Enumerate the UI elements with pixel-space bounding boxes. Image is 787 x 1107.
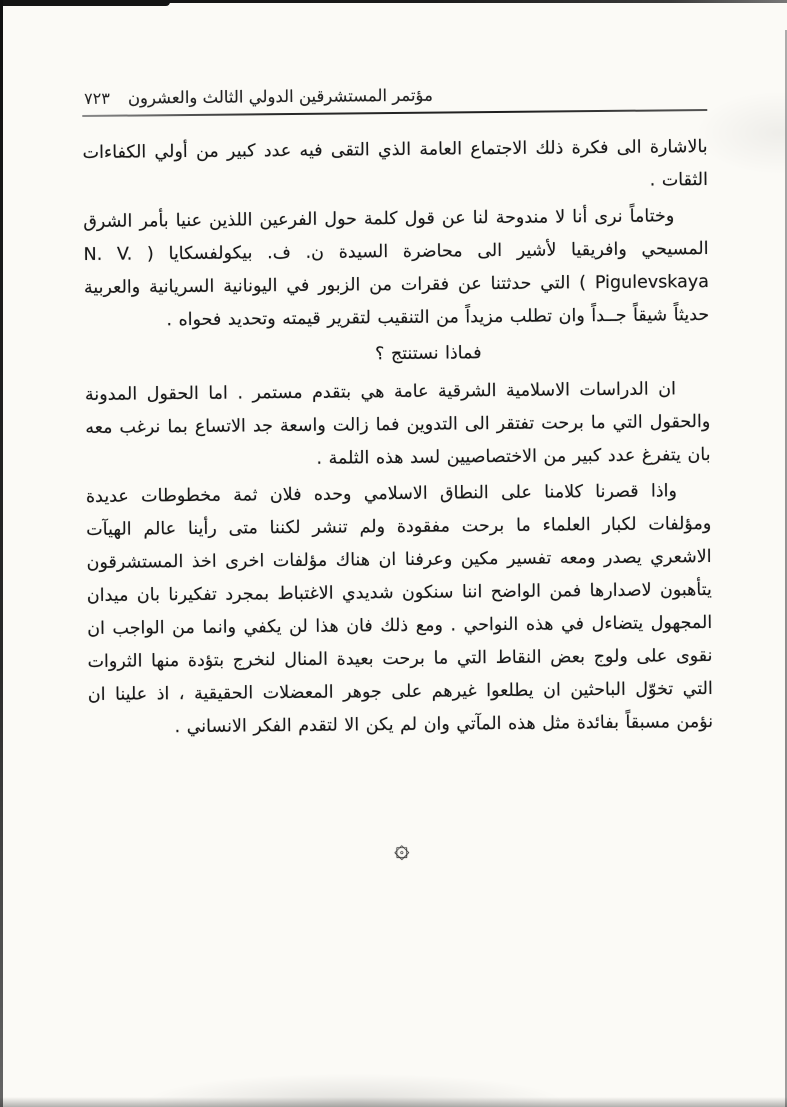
page-content <box>82 83 714 867</box>
paragraph-4: واذا قصرنا كلامنا على النطاق الاسلامي وحده فلان ثمة مخطوطات عديدة ومؤلفات لكبار العلماء ما برحت مفقودة ولم تنشر لكننا متى رأينا عالم الهيآت الاشعري يصدر ومعه تفسير مكين وعرفنا ان هناك مؤلفات اخرى اخذ المستشرقون يتأهبون لاصدارها فمن الواضح اننا سنكون شديدي الاغتباط بمجرد تفكيرنا بان ميدان المجهول يتضاءل في هذه النواحي . ومع ذلك فان هذا لن يكفي وانما من الواجب ان نقوى على ولوج بعض النقاط التي ما برحت بعيدة المنال لنخرج بتؤدة منها الثروات التي تخوّل الباحثين ان يطلعوا غيرهم على جوهر المعضلات الحقيقية ، اذ علينا ان نؤمن مسبقاً بفائدة مثل هذه المآتي وان لم يكن الا لتقدم الفكر الانساني . <box>85 480 714 737</box>
paragraph-2: وختاماً نرى أنا لا مندوحة لنا عن قول كلمة حول الفرعين اللذين عنيا بأمر الشرق المسيحي وافريقيا لأشير الى محاضرة السيدة ن. ف. بيكولفسكايا ( N. V. Pigulevskaya ) التي حدثتنا عن فقرات من الزبور في اليونانية السريانية والعربية حديثاً شيقاً جــداً وان تطلب مزيداً من التنقيب لتقرير قيمته وتحديد فحواه . <box>83 205 710 330</box>
page-title: مؤتمر المستشرقين الدولي الثالث والعشرون <box>127 85 433 108</box>
paragraph-3: ان الدراسات الاسلامية الشرقية عامة هي بتقدم مستمر . اما الحقول المدونة والحقول التي ما برحت تفتقر الى التدوين فما زالت واسعة جد الاتساع بما نرغب معه بان يتفرغ عدد كبير من الاختصاصيين لسد هذه الثلمة . <box>84 378 711 469</box>
scan-edge-top-left <box>0 0 170 6</box>
scan-edge-bottom <box>0 1097 787 1107</box>
scan-edge-left <box>0 0 3 1107</box>
running-head <box>82 83 707 108</box>
end-ornament-icon: ۞ <box>394 833 410 864</box>
paragraph-question: فماذا نستنتج ؟ <box>374 342 482 364</box>
body-text <box>82 131 713 745</box>
paragraph-1: بالاشارة الى فكرة ذلك الاجتماع العامة الذي التقى فيه عدد كبير من أولي الكفاءات الثقات . <box>82 136 709 191</box>
header-rule <box>82 109 707 117</box>
page-number: ٧٢٣ <box>84 88 110 108</box>
